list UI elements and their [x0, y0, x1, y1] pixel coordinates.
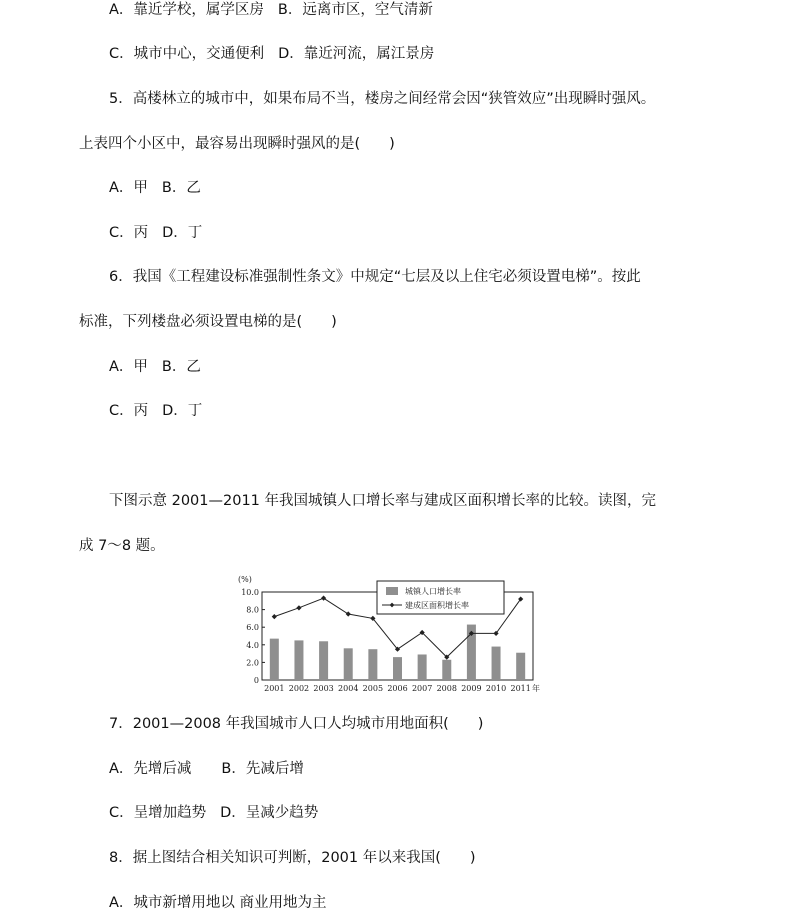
q6-option-c[interactable]: C．丙 — [109, 403, 149, 419]
legend-label-built-area: 建成区面积增长率 — [405, 601, 469, 610]
q7-option-c[interactable]: C．呈增加趋势 — [109, 805, 207, 821]
q5-options-ab — [109, 178, 201, 198]
y-tick-label: 4.0 — [246, 640, 259, 650]
q5-stem-line1: 5．高楼林立的城市中，如果布局不当，楼房之间经常会因“狭管效应”出现瞬时强风。 — [109, 91, 656, 107]
x-tick-label: 2001 — [264, 684, 285, 693]
point-built-area-2003 — [321, 596, 326, 601]
point-built-area-2001 — [272, 614, 277, 619]
q8-stem: 8．据上图结合相关知识可判断，2001 年以来我国( ) — [109, 850, 476, 866]
x-tick-label: 2002 — [288, 684, 310, 693]
q7-option-b[interactable]: B．先减后增 — [221, 761, 304, 777]
bar-urban-population-2002 — [294, 640, 303, 680]
q4-option-a[interactable]: A．靠近学校，属学区房 — [109, 2, 264, 18]
q4-options-ab — [109, 0, 433, 20]
q6-option-b[interactable]: B．乙 — [161, 359, 201, 375]
bar-urban-population-2003 — [319, 641, 328, 680]
q7-option-d[interactable]: D．呈减少趋势 — [220, 805, 319, 821]
y-tick-label: 6.0 — [246, 623, 259, 633]
q7-stem: 7．2001—2008 年我国城市人口人均城市用地面积( ) — [109, 716, 484, 732]
q8-option-a[interactable]: A．城市新增用地以 商业用地为主 — [109, 895, 327, 911]
bar-urban-population-2007 — [418, 654, 427, 680]
q6-options-ab — [109, 357, 201, 377]
q4-option-d[interactable]: D．靠近河流，属江景房 — [278, 46, 435, 62]
legend-label-urban-population: 城镇人口增长率 — [405, 587, 461, 596]
q4-option-c[interactable]: C．城市中心，交通便利 — [109, 46, 265, 62]
point-built-area-2004 — [346, 611, 351, 616]
q7-option-a[interactable]: A．先增后减 — [109, 761, 192, 777]
bar-urban-population-2004 — [344, 648, 353, 680]
q5-options-cd — [109, 223, 202, 243]
q6-stem-line2: 标准，下列楼盘必须设置电梯的是( ) — [79, 314, 337, 330]
x-tick-label: 2008 — [436, 684, 457, 693]
q5-option-b[interactable]: B．乙 — [161, 180, 201, 196]
x-tick-label: 2011 — [510, 684, 531, 693]
chart-intro-line1: 下图示意 2001—2011 年我国城镇人口增长率与建成区面积增长率的比较。读图，完 — [109, 493, 657, 509]
q5-option-c[interactable]: C．丙 — [109, 225, 149, 241]
q6-option-d[interactable]: D．丁 — [162, 403, 203, 419]
growth-rate-chart — [236, 572, 548, 694]
x-axis-suffix: 年 — [532, 684, 540, 693]
q6-options-cd — [109, 401, 202, 421]
q5-option-d[interactable]: D．丁 — [162, 225, 203, 241]
point-built-area-2002 — [296, 605, 301, 610]
x-tick-label: 2010 — [485, 684, 507, 693]
x-tick-label: 2007 — [411, 684, 433, 693]
bar-urban-population-2010 — [492, 647, 501, 680]
bar-urban-population-2011 — [516, 653, 525, 680]
q4-options-cd — [109, 44, 434, 64]
y-tick-label: 8.0 — [246, 605, 259, 615]
q7-options-ab — [109, 759, 304, 779]
bar-urban-population-2005 — [368, 649, 377, 680]
q6-stem-line1: 6．我国《工程建设标准强制性条文》中规定“七层及以上住宅必须设置电梯”。按此 — [109, 269, 641, 285]
legend-bar-swatch — [386, 587, 398, 595]
y-tick-label: 10.0 — [241, 588, 259, 597]
y-tick-label: 2.0 — [246, 658, 259, 668]
x-tick-label: 2005 — [362, 684, 384, 693]
q5-option-a[interactable]: A．甲 — [109, 180, 148, 196]
q4-option-b[interactable]: B．远离市区，空气清新 — [277, 2, 433, 18]
x-tick-label: 2009 — [461, 684, 482, 693]
x-tick-label: 2003 — [313, 684, 334, 693]
bar-urban-population-2006 — [393, 657, 402, 680]
chart-intro-line2: 成 7～8 题。 — [79, 538, 165, 554]
x-tick-label: 2004 — [338, 684, 359, 693]
y-tick-label: 0 — [253, 676, 259, 685]
q7-options-cd — [109, 803, 318, 823]
y-unit-label: (%) — [238, 575, 252, 584]
q5-stem-line2: 上表四个小区中，最容易出现瞬时强风的是( ) — [79, 136, 395, 152]
bar-urban-population-2001 — [270, 639, 279, 680]
q6-option-a[interactable]: A．甲 — [109, 359, 148, 375]
bar-urban-population-2008 — [442, 660, 451, 680]
x-tick-label: 2006 — [387, 684, 408, 693]
